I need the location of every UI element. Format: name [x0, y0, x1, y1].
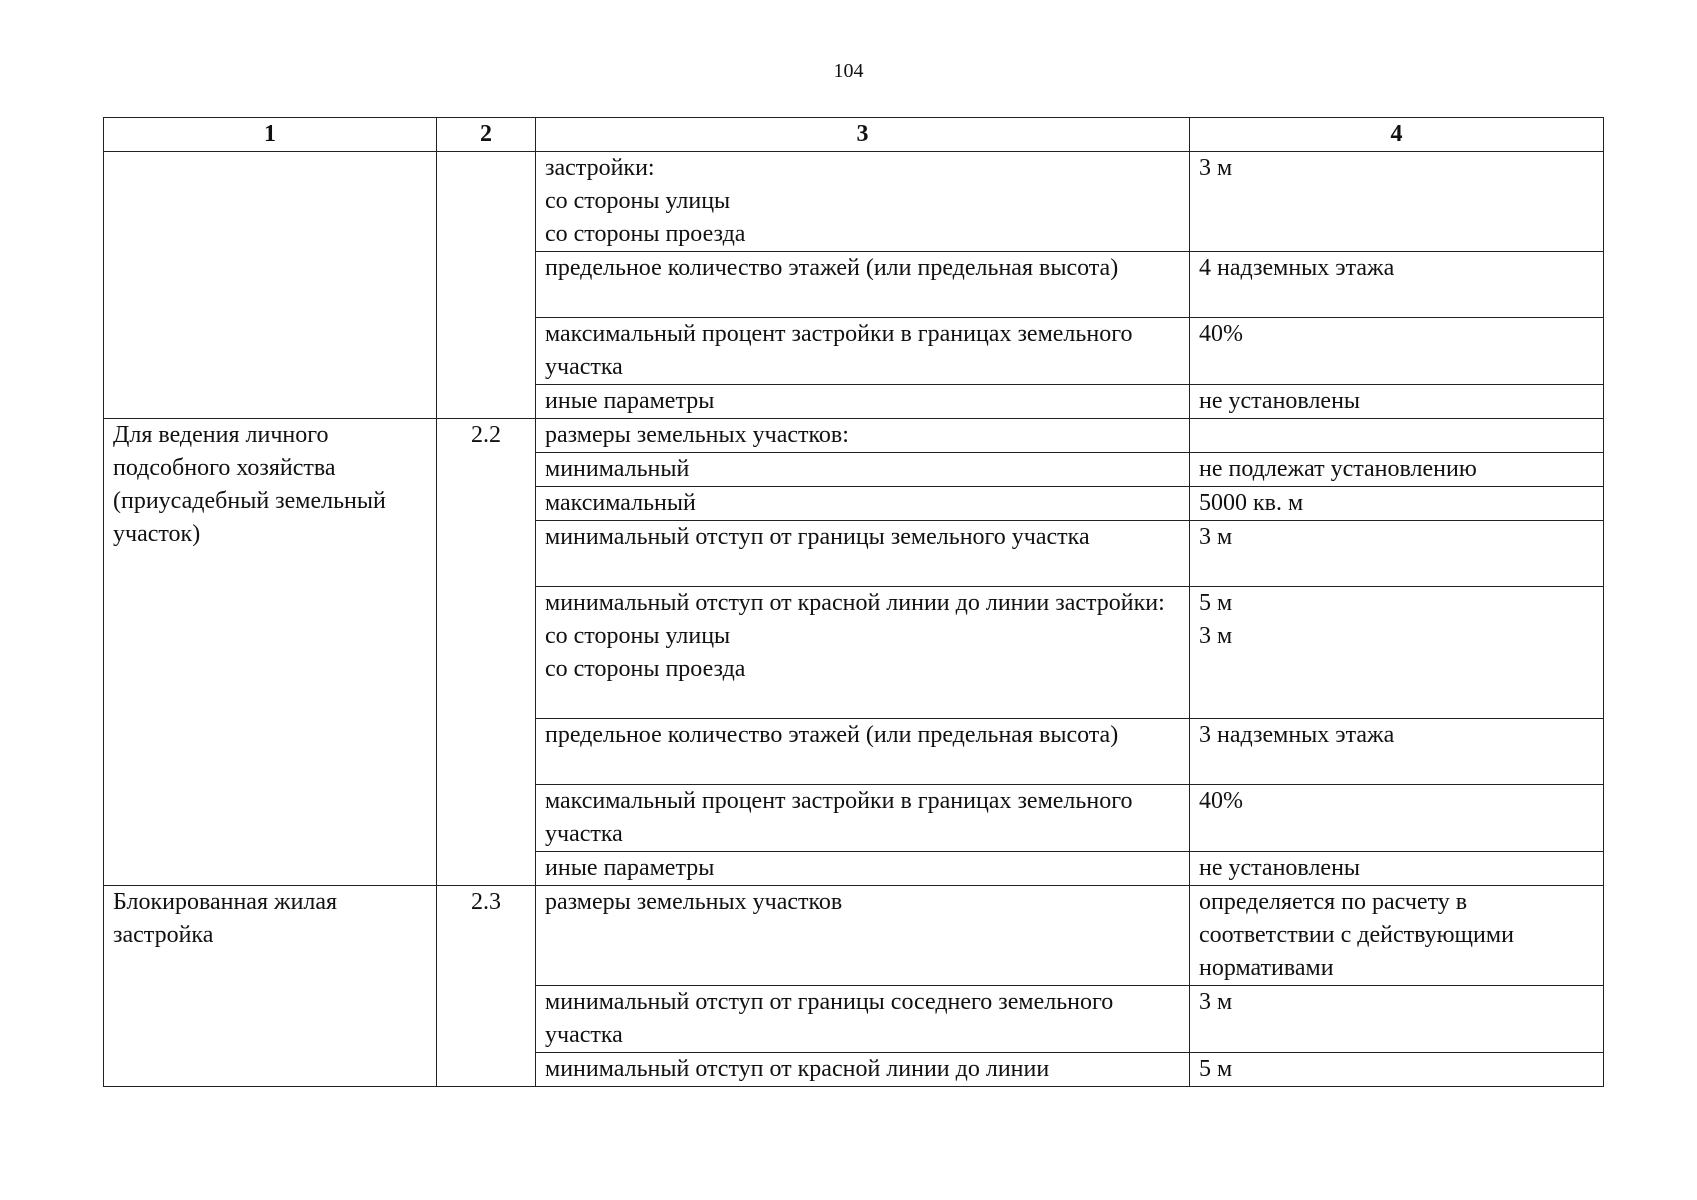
use-name-cell: Блокированная жилая застройка	[104, 886, 437, 1087]
param-cell: максимальный процент застройки в границах земельного участка	[536, 318, 1190, 385]
table-row	[104, 419, 1604, 453]
param-cell: размеры земельных участков:	[536, 419, 1190, 453]
value-cell: 3 надземных этажа	[1190, 719, 1604, 785]
header-col-1: 1	[104, 118, 437, 152]
header-col-3: 3	[536, 118, 1190, 152]
param-cell: предельное количество этажей (или предельная высота)	[536, 719, 1190, 785]
param-cell: максимальный	[536, 487, 1190, 521]
param-cell: размеры земельных участков	[536, 886, 1190, 986]
param-cell: иные параметры	[536, 385, 1190, 419]
param-cell: минимальный	[536, 453, 1190, 487]
value-cell: 5000 кв. м	[1190, 487, 1604, 521]
value-cell: 40%	[1190, 785, 1604, 852]
param-cell: предельное количество этажей (или предельная высота)	[536, 252, 1190, 318]
param-cell: минимальный отступ от красной линии до линии застройки: со стороны улицы со стороны проезда	[536, 587, 1190, 719]
param-cell: иные параметры	[536, 852, 1190, 886]
param-cell: минимальный отступ от границы соседнего земельного участка	[536, 986, 1190, 1053]
table-header-row	[104, 118, 1604, 152]
page-number: 104	[833, 60, 864, 82]
header-col-4: 4	[1190, 118, 1604, 152]
value-cell: определяется по расчету в соответствии с действующими нормативами	[1190, 886, 1604, 986]
value-cell: 3 м	[1190, 152, 1604, 252]
value-cell: 3 м	[1190, 521, 1604, 587]
value-cell: 4 надземных этажа	[1190, 252, 1604, 318]
value-cell: не установлены	[1190, 852, 1604, 886]
use-name-cell	[104, 152, 437, 419]
value-cell: не подлежат установлению	[1190, 453, 1604, 487]
param-cell: максимальный процент застройки в границах земельного участка	[536, 785, 1190, 852]
value-cell	[1190, 419, 1604, 453]
use-name-cell: Для ведения личного подсобного хозяйства (приусадебный земельный участок)	[104, 419, 437, 886]
value-cell: не установлены	[1190, 385, 1604, 419]
value-cell: 5 м	[1190, 1053, 1604, 1087]
param-cell: застройки: со стороны улицы со стороны проезда	[536, 152, 1190, 252]
value-cell: 3 м	[1190, 986, 1604, 1053]
use-code-cell	[437, 152, 536, 419]
param-cell: минимальный отступ от границы земельного участка	[536, 521, 1190, 587]
table-row	[104, 152, 1604, 252]
header-col-2: 2	[437, 118, 536, 152]
value-cell: 40%	[1190, 318, 1604, 385]
use-code-cell: 2.3	[437, 886, 536, 1087]
use-code-cell: 2.2	[437, 419, 536, 886]
table-row	[104, 886, 1604, 986]
regulations-table	[103, 117, 1604, 1087]
param-cell: минимальный отступ от красной линии до линии	[536, 1053, 1190, 1087]
value-cell: 5 м 3 м	[1190, 587, 1604, 719]
